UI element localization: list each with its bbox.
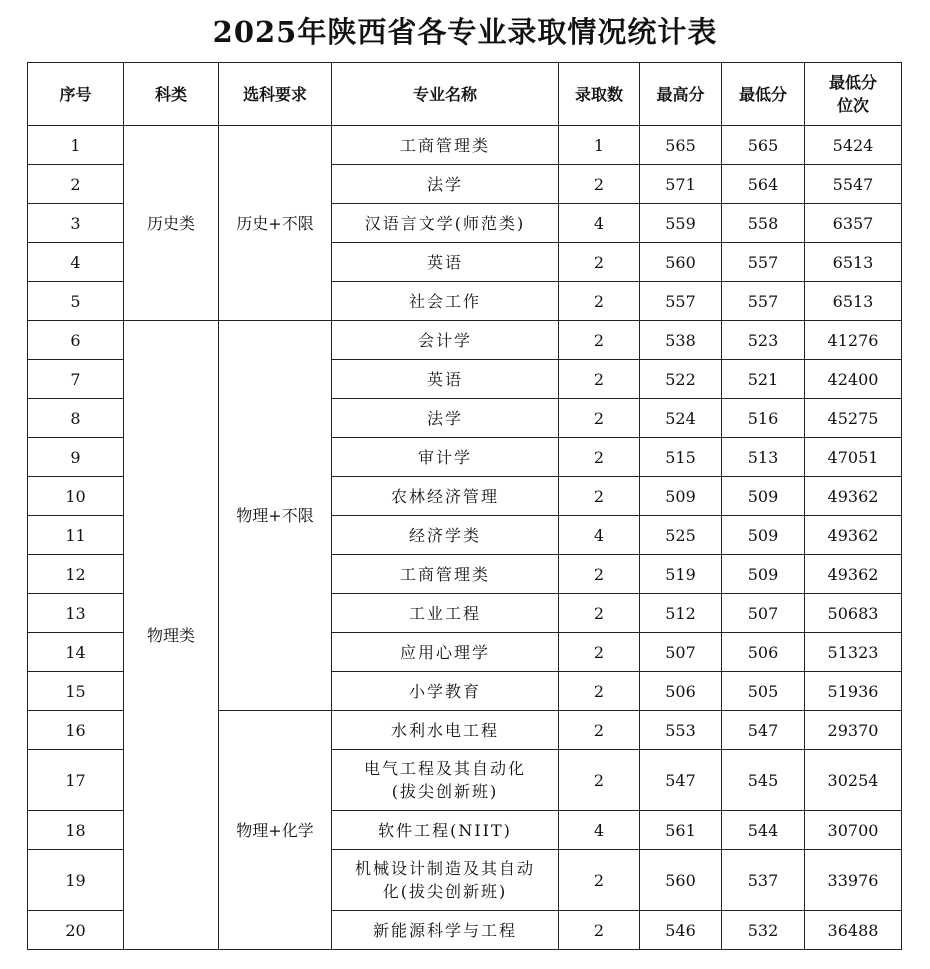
header-row	[28, 63, 902, 126]
major-name: 工商管理类	[399, 135, 490, 155]
cell-min-rank: 5547	[805, 165, 902, 204]
header-index: 序号	[28, 63, 124, 126]
cell-max-score: 557	[640, 282, 722, 321]
cell-admitted: 2	[559, 850, 640, 911]
cell-min-score: 557	[722, 243, 805, 282]
cell-max-score: 547	[640, 750, 722, 811]
cell-min-score: 565	[722, 126, 805, 165]
header-subject-req: 选科要求	[219, 63, 332, 126]
admission-table	[27, 62, 902, 950]
major-name: 新能源科学与工程	[372, 920, 517, 940]
cell-index: 7	[28, 360, 124, 399]
cell-min-score: 564	[722, 165, 805, 204]
cell-subject-req: 历史+不限	[219, 126, 332, 321]
cell-min-score: 509	[722, 477, 805, 516]
cell-max-score: 546	[640, 911, 722, 950]
cell-major	[332, 594, 559, 633]
cell-admitted: 2	[559, 555, 640, 594]
cell-min-rank: 42400	[805, 360, 902, 399]
cell-index: 3	[28, 204, 124, 243]
cell-min-rank: 30254	[805, 750, 902, 811]
cell-max-score: 525	[640, 516, 722, 555]
cell-admitted: 2	[559, 282, 640, 321]
cell-max-score: 561	[640, 811, 722, 850]
cell-min-score: 557	[722, 282, 805, 321]
cell-min-score: 558	[722, 204, 805, 243]
major-name-line2: 化(拔尖创新班)	[382, 882, 508, 901]
major-name: 英语	[426, 252, 463, 272]
cell-major	[332, 850, 559, 911]
major-name: 软件工程(NIIT)	[378, 820, 512, 840]
cell-max-score: 524	[640, 399, 722, 438]
cell-min-rank: 49362	[805, 516, 902, 555]
major-name: 工商管理类	[399, 564, 490, 584]
major-name: 英语	[426, 369, 463, 389]
cell-index: 2	[28, 165, 124, 204]
cell-major	[332, 126, 559, 165]
header-min-rank-line1: 最低分	[828, 73, 877, 92]
cell-index: 8	[28, 399, 124, 438]
cell-min-score: 537	[722, 850, 805, 911]
cell-min-score: 506	[722, 633, 805, 672]
cell-min-score: 523	[722, 321, 805, 360]
cell-max-score: 538	[640, 321, 722, 360]
major-name: 法学	[426, 408, 463, 428]
cell-category: 历史类	[124, 126, 219, 321]
cell-major	[332, 360, 559, 399]
cell-admitted: 2	[559, 399, 640, 438]
major-name: 工业工程	[408, 603, 481, 623]
cell-admitted: 2	[559, 750, 640, 811]
cell-max-score: 560	[640, 243, 722, 282]
header-min-score: 最低分	[722, 63, 805, 126]
cell-major	[332, 555, 559, 594]
header-admitted: 录取数	[559, 63, 640, 126]
cell-major	[332, 477, 559, 516]
cell-min-score: 507	[722, 594, 805, 633]
header-category: 科类	[124, 63, 219, 126]
cell-subject-req: 物理+不限	[219, 321, 332, 711]
cell-max-score: 571	[640, 165, 722, 204]
cell-index: 12	[28, 555, 124, 594]
major-name: 法学	[426, 174, 463, 194]
table-row	[28, 126, 902, 165]
cell-index: 1	[28, 126, 124, 165]
header-max-score: 最高分	[640, 63, 722, 126]
cell-major	[332, 911, 559, 950]
cell-min-rank: 51936	[805, 672, 902, 711]
cell-admitted: 2	[559, 711, 640, 750]
cell-major	[332, 399, 559, 438]
cell-admitted: 4	[559, 204, 640, 243]
major-name: 会计学	[417, 330, 472, 350]
cell-admitted: 2	[559, 243, 640, 282]
cell-max-score: 553	[640, 711, 722, 750]
cell-admitted: 2	[559, 438, 640, 477]
cell-admitted: 2	[559, 633, 640, 672]
cell-max-score: 512	[640, 594, 722, 633]
cell-min-score: 509	[722, 516, 805, 555]
cell-major	[332, 282, 559, 321]
major-name: 汉语言文学(师范类)	[364, 213, 526, 233]
cell-min-rank: 50683	[805, 594, 902, 633]
cell-index: 14	[28, 633, 124, 672]
table-body	[28, 126, 902, 950]
cell-min-rank: 49362	[805, 477, 902, 516]
cell-max-score: 559	[640, 204, 722, 243]
cell-max-score: 509	[640, 477, 722, 516]
cell-min-rank: 5424	[805, 126, 902, 165]
cell-min-rank: 30700	[805, 811, 902, 850]
cell-major	[332, 672, 559, 711]
cell-major	[332, 811, 559, 850]
cell-major	[332, 438, 559, 477]
cell-min-rank: 6357	[805, 204, 902, 243]
cell-major	[332, 750, 559, 811]
cell-index: 6	[28, 321, 124, 360]
cell-admitted: 2	[559, 672, 640, 711]
major-name: 水利水电工程	[390, 720, 499, 740]
cell-major	[332, 243, 559, 282]
cell-min-rank: 51323	[805, 633, 902, 672]
cell-index: 10	[28, 477, 124, 516]
cell-admitted: 4	[559, 811, 640, 850]
cell-index: 17	[28, 750, 124, 811]
cell-category: 物理类	[124, 321, 219, 950]
cell-min-score: 509	[722, 555, 805, 594]
cell-major	[332, 633, 559, 672]
cell-min-score: 513	[722, 438, 805, 477]
cell-min-rank: 49362	[805, 555, 902, 594]
major-name: 审计学	[417, 447, 472, 467]
cell-min-score: 521	[722, 360, 805, 399]
cell-max-score: 515	[640, 438, 722, 477]
cell-min-rank: 6513	[805, 243, 902, 282]
cell-admitted: 2	[559, 360, 640, 399]
cell-admitted: 2	[559, 477, 640, 516]
cell-max-score: 507	[640, 633, 722, 672]
cell-index: 20	[28, 911, 124, 950]
cell-max-score: 519	[640, 555, 722, 594]
page-title: 2025年陕西省各专业录取情况统计表	[212, 15, 718, 49]
cell-min-rank: 41276	[805, 321, 902, 360]
cell-admitted: 2	[559, 321, 640, 360]
major-name: 小学教育	[408, 681, 481, 701]
cell-index: 19	[28, 850, 124, 911]
cell-min-score: 545	[722, 750, 805, 811]
major-name: 经济学类	[408, 525, 481, 545]
cell-major	[332, 321, 559, 360]
cell-max-score: 522	[640, 360, 722, 399]
cell-min-rank: 45275	[805, 399, 902, 438]
cell-min-score: 505	[722, 672, 805, 711]
cell-index: 4	[28, 243, 124, 282]
cell-major	[332, 516, 559, 555]
major-name-line2: (拔尖创新班)	[391, 782, 499, 801]
cell-admitted: 4	[559, 516, 640, 555]
header-major: 专业名称	[332, 63, 559, 126]
cell-min-score: 544	[722, 811, 805, 850]
cell-index: 5	[28, 282, 124, 321]
cell-index: 18	[28, 811, 124, 850]
cell-max-score: 565	[640, 126, 722, 165]
major-name: 农林经济管理	[390, 486, 499, 506]
major-name: 社会工作	[408, 291, 481, 311]
cell-min-rank: 29370	[805, 711, 902, 750]
cell-major	[332, 711, 559, 750]
cell-max-score: 560	[640, 850, 722, 911]
cell-min-rank: 36488	[805, 911, 902, 950]
cell-major	[332, 204, 559, 243]
cell-admitted: 1	[559, 126, 640, 165]
major-name: 机械设计制造及其自动	[354, 859, 535, 878]
major-name: 电气工程及其自动化	[363, 759, 526, 778]
cell-index: 15	[28, 672, 124, 711]
cell-min-score: 532	[722, 911, 805, 950]
cell-index: 11	[28, 516, 124, 555]
cell-index: 9	[28, 438, 124, 477]
cell-min-rank: 6513	[805, 282, 902, 321]
cell-major	[332, 165, 559, 204]
cell-admitted: 2	[559, 165, 640, 204]
header-min-rank	[805, 63, 902, 126]
cell-index: 16	[28, 711, 124, 750]
cell-max-score: 506	[640, 672, 722, 711]
cell-admitted: 2	[559, 594, 640, 633]
cell-admitted: 2	[559, 911, 640, 950]
cell-min-score: 516	[722, 399, 805, 438]
table-row	[28, 321, 902, 360]
cell-subject-req: 物理+化学	[219, 711, 332, 950]
header-min-rank-line2: 位次	[836, 96, 869, 115]
cell-index: 13	[28, 594, 124, 633]
cell-min-score: 547	[722, 711, 805, 750]
cell-min-rank: 47051	[805, 438, 902, 477]
cell-min-rank: 33976	[805, 850, 902, 911]
major-name: 应用心理学	[399, 642, 490, 662]
